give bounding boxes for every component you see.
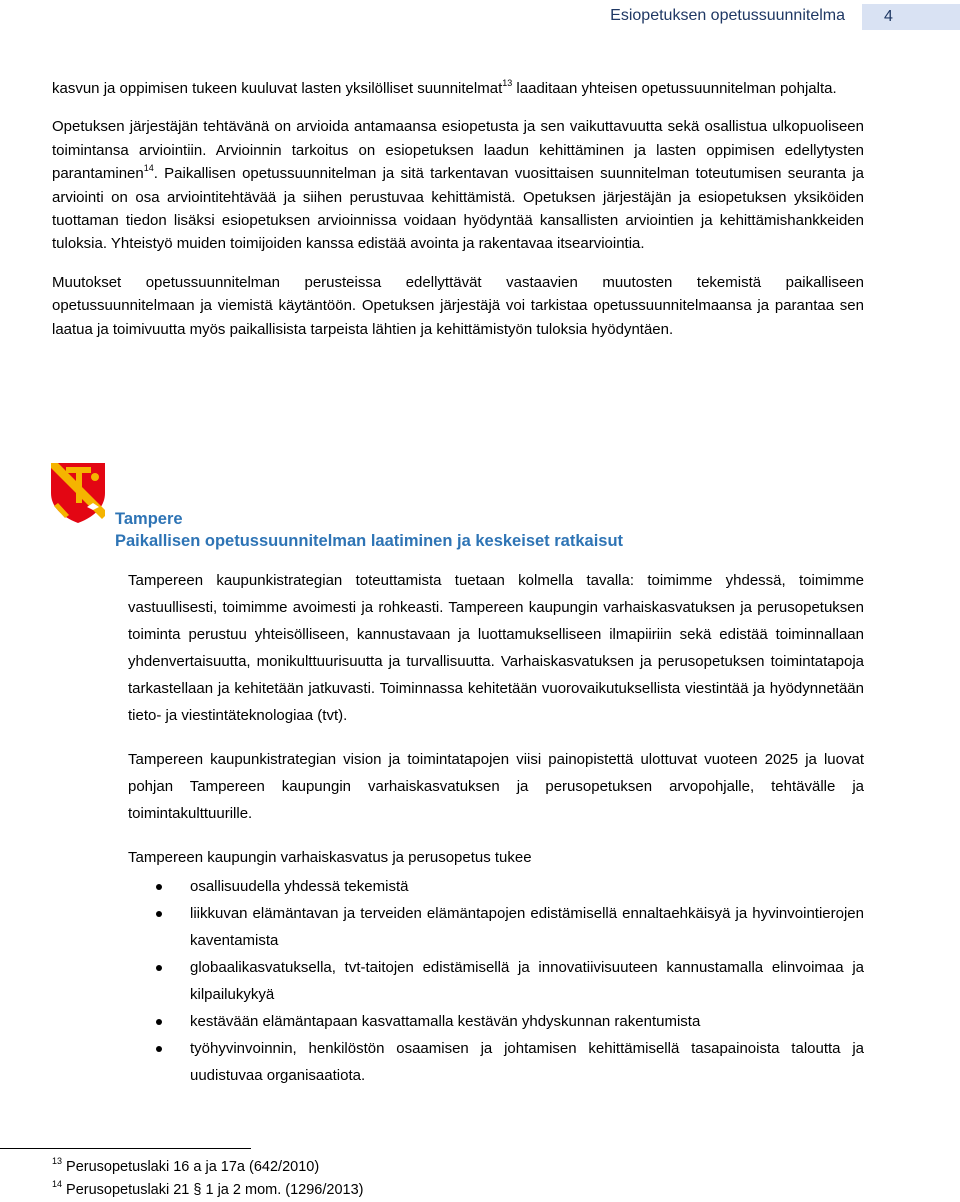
list-item: liikkuvan elämäntavan ja terveiden elämäntapojen edistämisellä ennaltaehkäisyä ja hyvinvointierojen kaventamista	[128, 900, 864, 954]
list-item: osallisuudella yhdessä tekemistä	[128, 873, 864, 900]
document-title: Esiopetuksen opetussuunnitelma	[610, 7, 845, 24]
section-city: Tampere	[115, 510, 183, 528]
bullet-icon	[156, 1019, 162, 1025]
paragraph: kasvun ja oppimisen tukeen kuuluvat lasten yksilölliset suunnitelmat$^{13}$ laaditaan yhteisen opetussuunnitelman pohjalta.	[52, 78, 837, 97]
bullet-icon	[156, 1046, 162, 1052]
bullet-icon	[156, 965, 162, 971]
section-title: Paikallisen opetussuunnitelman laatiminen ja keskeiset ratkaisut	[115, 532, 624, 550]
bullet-icon	[156, 911, 162, 917]
tampere-coat-of-arms-icon	[51, 463, 105, 523]
footnote-ref[interactable]: 14	[143, 163, 154, 174]
footnote: $^{13}$ Perusopetuslaki 16 a ja 17a (642/2010)	[52, 1156, 320, 1175]
paragraph: Tampereen kaupunkistrategian toteuttamista tuetaan kolmella tavalla: toimimme yhdessä, toimimme vastuullisesti, toimimme avoimesti ja rohkeasti. Tampereen kaupungin varhaiskasvatuksen ja perusopetuksen toiminta perustuu yhteisölliseen, kannustavaan ja luottamukselliseen ilmapiiriin sekä edistää toiminnallaan yhdenvertaisuutta, monikulttuurisuutta ja turvallisuutta. Varhaiskasvatuksen ja perusopetuksen toimintatapoja tarkastellaan ja kehitetään jatkuvasti. Toiminnassa kehitetään vuorovaikutuksellista viestintää ja hyödynnetään tieto- ja viestintäteknologiaa (tvt).	[128, 572, 864, 724]
section-heading	[115, 508, 623, 552]
list-item: työhyvinvoinnin, henkilöstön osaamisen ja johtamisen kehittämisellä tasapainoista taloutta ja uudistuvaa organisaatiota.	[128, 1035, 864, 1089]
tampere-section-body	[128, 567, 864, 1089]
list-intro: Tampereen kaupungin varhaiskasvatus ja perusopetus tukee	[128, 849, 532, 866]
paragraph: Tampereen kaupunkistrategian vision ja toimintatapojen viisi painopistettä ulottuvat vuoteen 2025 ja luovat pohjan Tampereen kaupungin varhaiskasvatuksen ja perusopetuksen arvopohjalle, tehtävälle ja toimintakulttuurille.	[128, 751, 864, 822]
footnote: $^{14}$ Perusopetuslaki 21 § 1 ja 2 mom. (1296/2013)	[52, 1179, 364, 1198]
page-number: 4	[884, 8, 893, 25]
list-item: globaalikasvatuksella, tvt-taitojen edistämisellä ja innovatiivisuuteen kannustamalla elinvoimaa ja kilpailukykyä	[128, 954, 864, 1008]
footnotes	[52, 1156, 363, 1202]
page-header	[0, 4, 960, 30]
footnote-ref[interactable]: 13	[502, 78, 513, 88]
list-item: kestävään elämäntapaan kasvattamalla kestävän yhdyskunnan rakentumista	[128, 1008, 864, 1035]
paragraph: Muutokset opetussuunnitelman perusteissa edellyttävät vastaavien muutosten tekemistä paikalliseen opetussuunnitelmaan ja viemistä käytäntöön. Opetuksen järjestäjä voi tarkistaa opetussuunnitelmaansa ja parantaa sen laatua ja toimivuutta myös paikallisista tarpeista lähtien ja kehittämistyön tuloksia hyödyntäen.	[52, 273, 864, 338]
footnote-divider	[0, 1148, 251, 1149]
bullet-list	[128, 873, 864, 1089]
main-text	[52, 77, 864, 356]
paragraph: Opetuksen järjestäjän tehtävänä on arvioida antamaansa esiopetusta ja sen vaikuttavuutta sekä osallistua ulkopuoliseen toimintansa arviointiin. Arvioinnin tarkoitus on esiopetuksen laadun kehittäminen ja lasten oppimisen edellytysten parantaminen$^{14}$. Paikallisen opetussuunnitelman ja sitä tarkentavan vuosittaisen suunnitelman toteutumisen seuranta ja arviointi on osa arviointitehtävää ja siihen perustuvaa kehittämistä. Opetuksen järjestäjän ja esiopetuksen yksiköiden tuottaman tiedon lisäksi esiopetuksen arvioinnissa voidaan hyödyntää kansallisten arviointien ja kehittämishankkeiden tuloksia. Yhteistyö muiden toimijoiden kanssa edistää avointa ja rakentavaa itsearviointia.	[52, 118, 864, 253]
bullet-icon	[156, 884, 162, 890]
page-number-box	[862, 4, 960, 30]
